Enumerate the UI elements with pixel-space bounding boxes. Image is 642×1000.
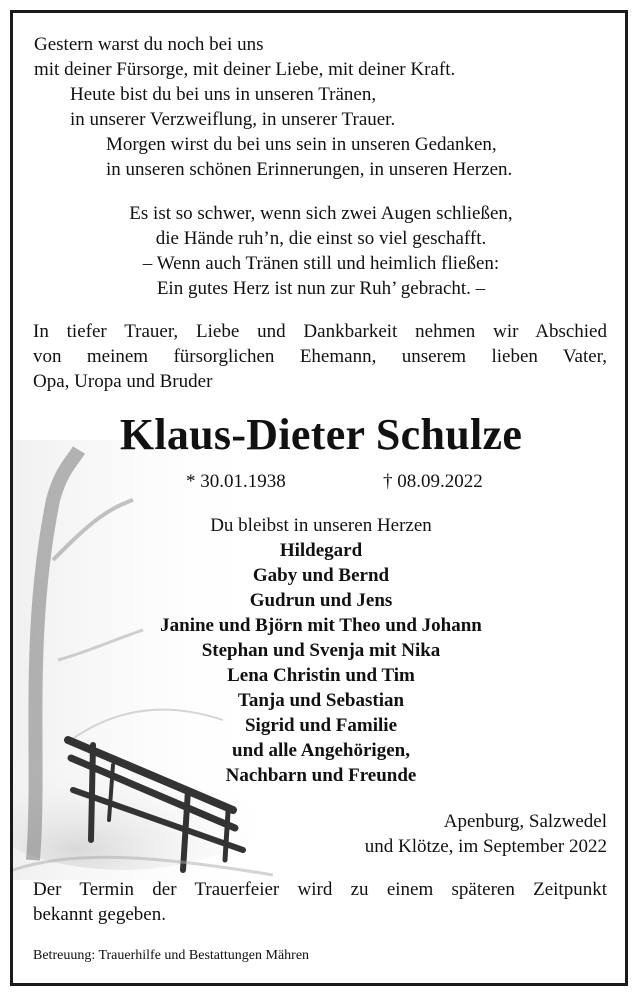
place-line-1: Apenburg, Salzwedel [443, 811, 607, 832]
poem2-line-1: Es ist so schwer, wenn sich zwei Augen schließen, [129, 203, 513, 224]
intro-line-1: In tiefer Trauer, Liebe und Dankbarkeit nehmen wir Abschied [33, 321, 607, 342]
death-date: † 08.09.2022 [383, 471, 483, 492]
heart-line: Du bleibst in unseren Herzen [210, 515, 432, 536]
poem1-line-4: in unserer Verzweiflung, in unserer Trauer. [70, 109, 396, 130]
undertaker-credit: Betreuung: Trauerhilfe und Bestattungen Mähren [33, 948, 310, 963]
mourner-6: Lena Christin und Tim [227, 665, 415, 686]
mourner-3: Gudrun und Jens [249, 590, 393, 611]
mourner-10: Nachbarn und Freunde [225, 765, 417, 786]
funeral-notice-line-2: bekannt gegeben. [33, 904, 166, 925]
funeral-notice-line-1: Der Termin der Trauerfeier wird zu einem späteren Zeitpunkt [33, 879, 607, 900]
birth-date: * 30.01.1938 [186, 471, 286, 492]
poem1-line-5: Morgen wirst du bei uns sein in unseren Gedanken, [106, 134, 497, 155]
poem1-line-2: mit deiner Fürsorge, mit deiner Liebe, mit deiner Kraft. [34, 59, 456, 80]
poem2-line-3: – Wenn auch Tränen still und heimlich fließen: [142, 253, 500, 274]
intro-line-3: Opa, Uropa und Bruder [33, 371, 213, 392]
mourner-2: Gaby und Bernd [252, 565, 390, 586]
poem1-line-1: Gestern warst du noch bei uns [34, 34, 264, 55]
mourner-7: Tanja und Sebastian [237, 690, 405, 711]
poem2-line-2: die Hände ruh’n, die einst so viel geschafft. [155, 228, 487, 249]
poem1-line-3: Heute bist du bei uns in unseren Tränen, [70, 84, 377, 105]
mourner-5: Stephan und Svenja mit Nika [201, 640, 441, 661]
poem1-line-6: in unseren schönen Erinnerungen, in unseren Herzen. [106, 159, 513, 180]
intro-line-2: von meinem fürsorglichen Ehemann, unserem lieben Vater, [33, 346, 607, 367]
mourner-8: Sigrid und Familie [244, 715, 398, 736]
mourner-9: und alle Angehörigen, [232, 740, 410, 761]
mourner-4: Janine und Björn mit Theo und Johann [160, 615, 482, 636]
place-line-2: und Klötze, im September 2022 [364, 836, 607, 857]
deceased-name: Klaus-Dieter Schulze [119, 410, 523, 459]
poem2-line-4: Ein gutes Herz ist nun zur Ruh’ gebracht. – [156, 278, 486, 299]
mourner-1: Hildegard [279, 540, 363, 561]
